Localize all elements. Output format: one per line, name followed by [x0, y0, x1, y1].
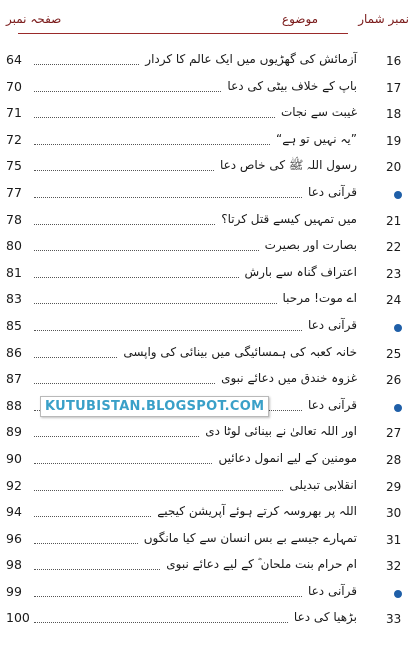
toc-page-number: 85 [6, 317, 22, 333]
toc-row [0, 48, 417, 75]
toc-topic: قرآنی دعا [307, 184, 357, 199]
toc-serial-number: 18 [386, 107, 402, 122]
toc-topic: باپ کے خلاف بیٹی کی دعا [227, 78, 357, 93]
watermark-stamp: KUTUBISTAN.BLOGSPOT.COM [40, 396, 269, 417]
toc-serial-number: 20 [386, 160, 402, 175]
toc-serial-number: 25 [386, 346, 402, 361]
toc-serial-number: 22 [386, 240, 402, 255]
toc-row [0, 341, 417, 368]
toc-page-number: 83 [6, 291, 22, 307]
toc-page-number: 92 [6, 477, 22, 493]
toc-serial-number: 19 [386, 133, 402, 148]
dotted-leader [34, 543, 138, 544]
toc-page-number: 87 [6, 371, 22, 387]
toc-row [0, 154, 417, 181]
dotted-leader [34, 330, 302, 331]
toc-serial-number: 30 [386, 506, 402, 521]
toc-serial-number: 29 [386, 479, 402, 494]
toc-row [0, 287, 417, 314]
toc-row [0, 580, 417, 607]
toc-topic: اللہ پر بھروسہ کرتے ہوئے آپریشن کیجیے [157, 504, 357, 519]
toc-topic: غیبت سے نجات [280, 105, 357, 120]
toc-row [0, 128, 417, 155]
dotted-leader [34, 170, 214, 171]
toc-row [0, 527, 417, 554]
toc-page-number: 99 [6, 583, 22, 599]
toc-topic: ”یہ نہیں تو ہے“ [276, 131, 357, 146]
toc-topic: غزوہ خندق میں دعائے نبوی [221, 371, 357, 386]
toc-topic: انقلابی تبدیلی [289, 477, 357, 492]
dotted-leader [34, 569, 160, 570]
toc-list [0, 48, 417, 633]
toc-row [0, 314, 417, 341]
toc-row [0, 606, 417, 633]
dotted-leader [34, 383, 215, 384]
dotted-leader [34, 436, 199, 437]
toc-topic: تمہارے جیسے بے بس انسان سے کیا مانگوں [143, 530, 357, 545]
toc-page-number: 78 [6, 211, 22, 227]
toc-topic: میں تمہیں کیسے قتل کرتا؟ [221, 211, 357, 226]
toc-page-number: 64 [6, 52, 22, 67]
dotted-leader [34, 117, 275, 118]
toc-topic: بڑھیا کی دعا [293, 610, 357, 625]
dotted-leader [34, 64, 139, 65]
toc-page-number: 72 [6, 131, 22, 147]
toc-serial-number: 32 [386, 559, 402, 574]
dotted-leader [34, 357, 117, 358]
toc-page-number: 89 [6, 424, 22, 440]
toc-row [0, 367, 417, 394]
dotted-leader [34, 224, 215, 225]
dotted-leader [34, 144, 270, 145]
toc-row [0, 234, 417, 261]
toc-topic: اے موت! مرحبا [282, 291, 357, 306]
dotted-leader [34, 303, 277, 304]
toc-page-number: 80 [6, 238, 22, 254]
toc-page-number: 71 [6, 105, 22, 121]
toc-page-number: 96 [6, 530, 22, 546]
serial-number-heading: نمبر شمار [358, 12, 409, 26]
toc-serial-number: 17 [386, 80, 402, 95]
toc-page-number: 90 [6, 450, 22, 466]
dotted-leader [34, 277, 239, 278]
toc-row [0, 181, 417, 208]
toc-topic: قرآنی دعا [307, 583, 357, 598]
toc-header [0, 8, 417, 30]
dotted-leader [34, 463, 212, 464]
toc-serial-number: 26 [386, 373, 402, 388]
toc-row [0, 553, 417, 580]
dotted-leader [34, 622, 288, 623]
toc-serial-number: 31 [386, 532, 402, 547]
toc-topic: آزمائش کی گھڑیوں میں ایک عالم کا کردار [145, 52, 357, 66]
toc-topic: خانہ کعبہ کی ہمسائیگی میں بینائی کی واپسی [123, 344, 357, 359]
dotted-leader [34, 596, 302, 597]
bullet-icon [394, 191, 402, 199]
toc-page-number: 94 [6, 504, 22, 520]
toc-row [0, 75, 417, 102]
bullet-icon [394, 324, 402, 332]
toc-page-number: 70 [6, 78, 22, 94]
dotted-leader [34, 91, 221, 92]
toc-row [0, 101, 417, 128]
bullet-icon [394, 404, 402, 412]
dotted-leader [34, 197, 302, 198]
toc-serial-number: 23 [386, 266, 402, 281]
toc-topic: ام حرام بنت ملحان ؓ کے لیے دعائے نبوی [166, 557, 357, 572]
dotted-leader [34, 516, 151, 517]
toc-page-number: 81 [6, 264, 22, 280]
toc-topic: اور اللہ تعالیٰ نے بینائی لوٹا دی [205, 424, 357, 439]
toc-page-number: 88 [6, 397, 22, 413]
toc-serial-number: 33 [386, 612, 402, 627]
toc-serial-number: 21 [386, 213, 402, 228]
toc-topic: قرآنی دعا [307, 317, 357, 332]
toc-row [0, 447, 417, 474]
toc-row [0, 500, 417, 527]
toc-page-number: 98 [6, 557, 22, 573]
toc-row [0, 208, 417, 235]
toc-page-number: 100 [6, 610, 30, 626]
toc-row [0, 474, 417, 501]
toc-page-number: 75 [6, 158, 22, 174]
toc-page-number: 86 [6, 344, 22, 360]
toc-topic: رسول اللہ ﷺ کی خاص دعا [219, 158, 357, 173]
toc-page-number: 77 [6, 184, 22, 200]
toc-topic: قرآنی دعا [307, 397, 357, 412]
topic-heading: موضوع [281, 12, 319, 26]
toc-topic: بصارت اور بصیرت [264, 238, 357, 253]
toc-serial-number: 28 [386, 452, 402, 467]
toc-topic: اعتراف گناہ سے بارش [244, 264, 357, 279]
toc-serial-number: 24 [386, 293, 402, 308]
dotted-leader [34, 250, 259, 251]
toc-serial-number: 16 [386, 54, 402, 68]
toc-topic: مومنین کے لیے انمول دعائیں [218, 450, 357, 465]
page-number-heading: صفحہ نمبر [6, 12, 62, 26]
toc-row [0, 420, 417, 447]
header-divider [18, 33, 348, 34]
toc-row [0, 261, 417, 288]
dotted-leader [34, 490, 283, 491]
bullet-icon [394, 590, 402, 598]
toc-serial-number: 27 [386, 426, 402, 441]
